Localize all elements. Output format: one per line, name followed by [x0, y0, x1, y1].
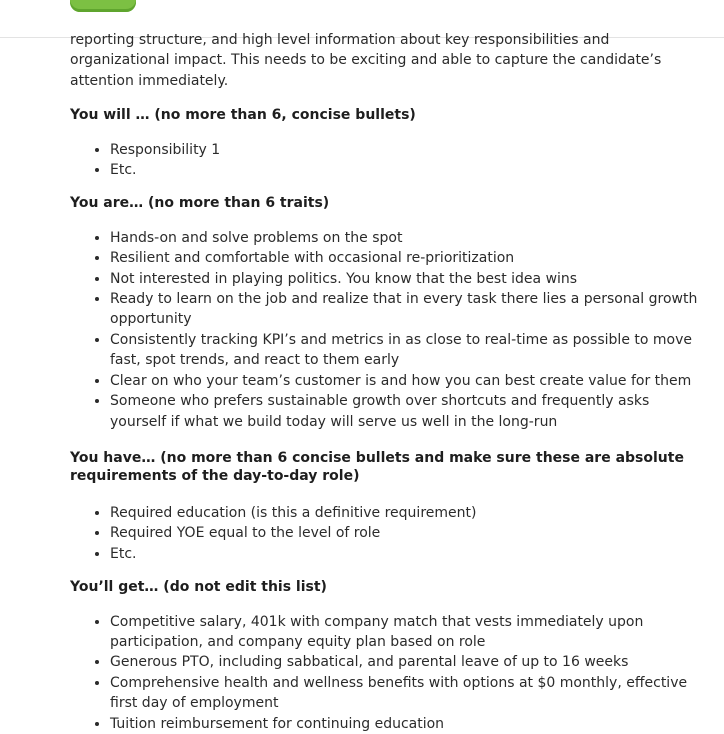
list-item: • Generous PTO, including sabbatical, and parental leave of up to 16 weeks	[110, 652, 700, 672]
bullet-list-you-are	[70, 228, 700, 432]
list-item: • Not interested in playing politics. You know that the best idea wins	[110, 269, 700, 289]
list-item: • Required education (is this a definitive requirement)	[110, 503, 700, 523]
list-item: • Tuition reimbursement for continuing education	[110, 714, 700, 734]
intro-paragraph: reporting structure, and high level information about key responsibilities and organizational impact. This needs to be exciting and able to capture the candidate’s attention immediately.	[70, 32, 662, 89]
list-item: • Hands-on and solve problems on the spot	[110, 228, 700, 248]
list-item: • Resilient and comfortable with occasional re-prioritization	[110, 248, 700, 268]
list-item: • Responsibility 1	[110, 140, 700, 160]
bullet-list-you-have	[70, 503, 700, 564]
list-item: • Etc.	[110, 160, 700, 180]
company-logo	[70, 0, 136, 12]
list-item: • Ready to learn on the job and realize that in every task there lies a personal growth opportunity	[110, 289, 700, 330]
list-item: • Clear on who your team’s customer is and how you can best create value for them	[110, 371, 700, 391]
list-item: • Required YOE equal to the level of role	[110, 523, 700, 543]
job-description-document	[70, 30, 700, 734]
section-heading-you-have: You have… (no more than 6 concise bullets and make sure these are absolute requirements of the day-to-day role)	[70, 449, 684, 484]
bullet-list-youll-get	[70, 612, 700, 734]
list-item: • Competitive salary, 401k with company match that vests immediately upon participation, and company equity plan based on role	[110, 612, 700, 653]
list-item: • Comprehensive health and wellness benefits with options at $0 monthly, effective first day of employment	[110, 673, 700, 714]
section-heading-youll-get: You’ll get… (do not edit this list)	[70, 579, 327, 596]
list-item: • Consistently tracking KPI’s and metrics in as close to real-time as possible to move fast, spot trends, and react to them early	[110, 330, 700, 371]
list-item: • Etc.	[110, 544, 700, 564]
section-heading-you-will: You will … (no more than 6, concise bullets)	[70, 107, 416, 124]
bullet-list-you-will	[70, 140, 700, 181]
section-heading-you-are: You are… (no more than 6 traits)	[70, 195, 330, 212]
list-item: • Someone who prefers sustainable growth over shortcuts and frequently asks yourself if what we build today will serve us well in the long-run	[110, 391, 700, 432]
